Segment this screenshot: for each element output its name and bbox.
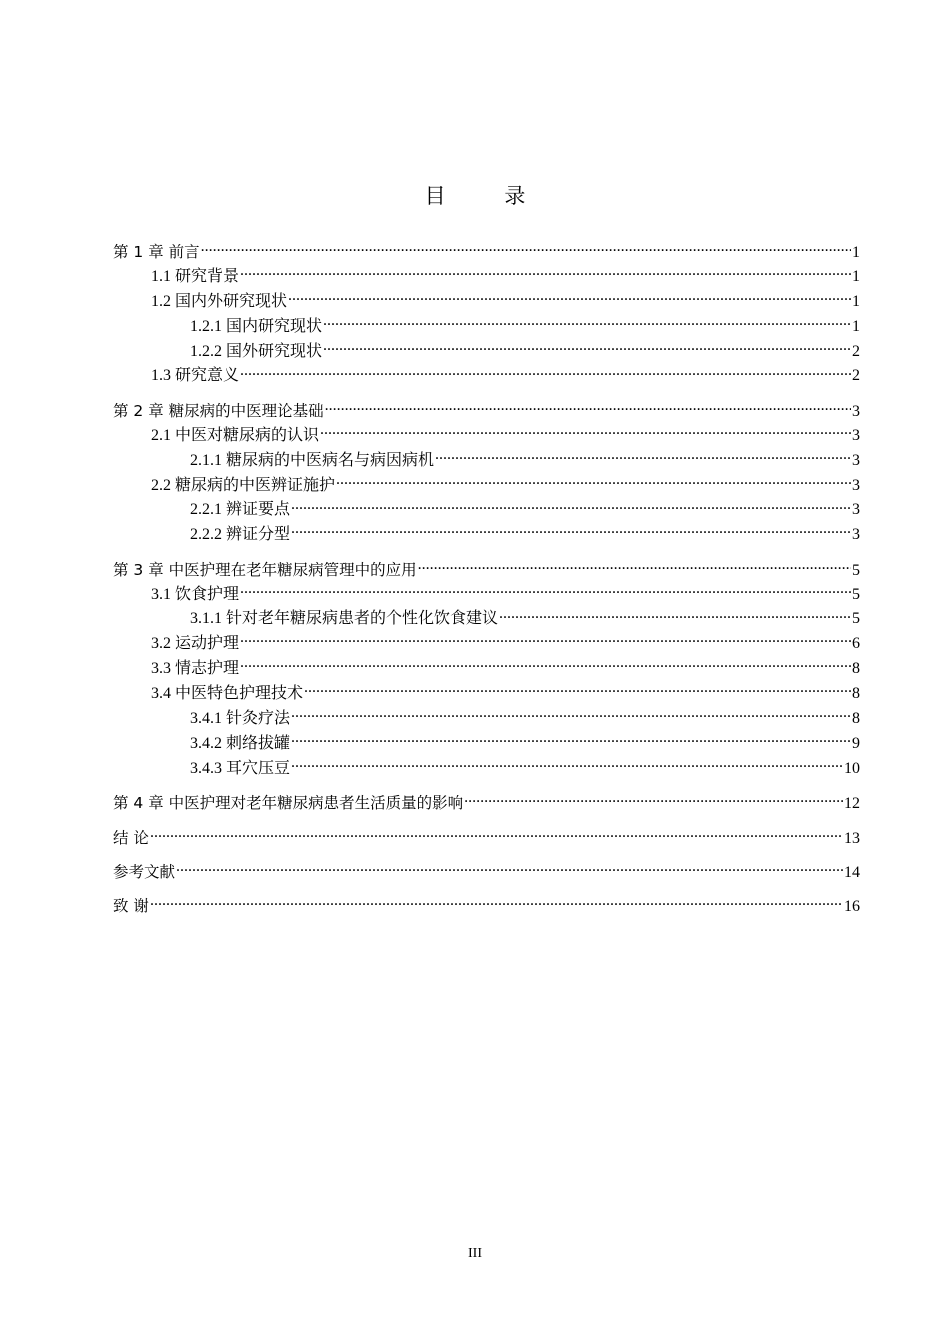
toc-leader-dots <box>291 498 851 514</box>
toc-entry-page: 3 <box>852 501 860 519</box>
toc-entry-label: 第 1 章 前言 <box>113 243 200 261</box>
toc-leader-dots <box>325 400 851 416</box>
toc-leader-dots <box>288 290 851 306</box>
toc-leader-dots <box>201 242 851 258</box>
toc-entry-label: 3.1.1 针对老年糖尿病患者的个性化饮食建议 <box>190 610 499 628</box>
toc-entry-page: 2 <box>852 367 860 385</box>
toc-entry[interactable] <box>113 449 860 474</box>
toc-leader-dots <box>323 340 851 356</box>
toc-leader-dots <box>291 523 851 539</box>
toc-entry-page: 16 <box>844 898 860 916</box>
toc-leader-dots <box>304 682 851 698</box>
toc-entry[interactable] <box>113 474 860 499</box>
toc-leader-dots <box>320 424 851 440</box>
toc-leader-dots <box>291 757 843 773</box>
toc-entry-label: 1.2 国内外研究现状 <box>151 292 288 310</box>
toc-entry[interactable] <box>113 240 860 265</box>
toc-entry-label: 1.2.1 国内研究现状 <box>190 317 323 335</box>
toc-spacer <box>113 885 860 895</box>
toc-entry-label: 结 论 <box>113 828 149 847</box>
toc-entry-page: 1 <box>852 292 860 310</box>
toc-spacer <box>113 389 860 399</box>
toc-entry[interactable] <box>113 732 860 757</box>
toc-entry-label: 2.1.1 糖尿病的中医病名与病因病机 <box>190 451 435 469</box>
toc-entry-label: 第 3 章 中医护理在老年糖尿病管理中的应用 <box>113 560 417 579</box>
toc-entry-label: 第 2 章 糖尿病的中医理论基础 <box>113 401 324 420</box>
toc-entry[interactable] <box>113 265 860 290</box>
toc-spacer <box>113 850 860 860</box>
toc-entry-label: 2.2.2 辨证分型 <box>190 526 291 544</box>
toc-leader-dots <box>240 265 851 281</box>
toc-entry-page: 10 <box>844 759 860 777</box>
toc-leader-dots <box>499 607 851 623</box>
toc-entry-label: 3.4.2 刺络拔罐 <box>190 734 291 752</box>
toc-entry[interactable] <box>113 290 860 315</box>
toc-leader-dots <box>176 861 843 877</box>
toc-entry-label: 1.3 研究意义 <box>151 367 240 385</box>
toc-leader-dots <box>323 315 851 331</box>
toc-entry-page: 2 <box>852 342 860 360</box>
toc-entry[interactable] <box>113 558 860 583</box>
toc-entry-label: 1.1 研究背景 <box>151 267 240 285</box>
toc-entry-label: 致 谢 <box>113 897 149 916</box>
toc-entry[interactable] <box>113 682 860 707</box>
toc-entry-page: 3 <box>852 451 860 469</box>
toc-entry-page: 1 <box>852 317 860 335</box>
toc-entry[interactable] <box>113 607 860 632</box>
toc-entry[interactable] <box>113 523 860 548</box>
toc-entry-label: 3.4.1 针灸疗法 <box>190 710 291 728</box>
toc-entry-label: 2.1 中医对糖尿病的认识 <box>151 426 320 444</box>
toc-entry-page: 5 <box>852 585 860 603</box>
toc-entry-label: 参考文献 <box>113 862 176 881</box>
toc-spacer <box>113 548 860 558</box>
toc-entry-label: 1.2.2 国外研究现状 <box>190 342 323 360</box>
toc-entry-page: 6 <box>852 635 860 653</box>
toc-entry[interactable] <box>113 583 860 608</box>
toc-entry-page: 3 <box>852 526 860 544</box>
toc-entry[interactable] <box>113 860 860 885</box>
toc-leader-dots <box>240 583 851 599</box>
toc-entry-page: 3 <box>852 476 860 494</box>
toc-entry-label: 3.1 饮食护理 <box>151 585 240 603</box>
toc-entry-label: 3.4.3 耳穴压豆 <box>190 759 291 777</box>
toc-spacer <box>113 782 860 792</box>
toc-entry-page: 5 <box>852 561 860 579</box>
toc-leader-dots <box>240 632 851 648</box>
toc-leader-dots <box>435 449 851 465</box>
toc-entry-page: 8 <box>852 685 860 703</box>
toc-leader-dots <box>240 657 851 673</box>
toc-entry[interactable] <box>113 632 860 657</box>
toc-leader-dots <box>336 474 851 490</box>
toc-entry-page: 3 <box>852 426 860 444</box>
toc-entry[interactable] <box>113 707 860 732</box>
toc-entry-label: 第 4 章 中医护理对老年糖尿病患者生活质量的影响 <box>113 794 464 813</box>
toc-entry-label: 3.4 中医特色护理技术 <box>151 685 304 703</box>
toc-entry-page: 8 <box>852 710 860 728</box>
toc-leader-dots <box>150 896 843 912</box>
toc-entry[interactable] <box>113 424 860 449</box>
toc-entry-label: 3.3 情志护理 <box>151 660 240 678</box>
toc-leader-dots <box>464 793 843 809</box>
page-number-footer: III <box>468 1246 482 1261</box>
toc-entry-label: 3.2 运动护理 <box>151 635 240 653</box>
toc-entry[interactable] <box>113 498 860 523</box>
toc-entry-page: 3 <box>852 402 860 420</box>
toc-entry-label: 2.2 糖尿病的中医辨证施护 <box>151 476 336 494</box>
toc-entry-page: 12 <box>844 795 860 813</box>
toc-leader-dots <box>291 732 851 748</box>
toc-entry-label: 2.2.1 辨证要点 <box>190 501 291 519</box>
toc-entry-page: 9 <box>852 734 860 752</box>
toc-entry-page: 1 <box>852 267 860 285</box>
toc-leader-dots <box>291 707 851 723</box>
toc-entry-page: 13 <box>844 829 860 847</box>
toc-entry-page: 5 <box>852 610 860 628</box>
toc-leader-dots <box>240 364 851 380</box>
toc-leader-dots <box>150 827 843 843</box>
toc-entry[interactable] <box>113 340 860 365</box>
toc-entry[interactable] <box>113 315 860 340</box>
toc-entry[interactable] <box>113 757 860 782</box>
toc-entry[interactable] <box>113 364 860 389</box>
toc-entry[interactable] <box>113 894 860 919</box>
toc-spacer <box>113 816 860 826</box>
page-title: 目 录 <box>424 184 552 208</box>
toc-entry-page: 14 <box>844 863 860 881</box>
toc-leader-dots <box>418 559 851 575</box>
table-of-contents <box>113 240 860 919</box>
toc-entry-page: 1 <box>852 244 860 261</box>
toc-entry[interactable] <box>113 826 860 851</box>
toc-entry[interactable] <box>113 791 860 816</box>
toc-entry-page: 8 <box>852 660 860 678</box>
toc-entry[interactable] <box>113 399 860 424</box>
toc-entry[interactable] <box>113 657 860 682</box>
